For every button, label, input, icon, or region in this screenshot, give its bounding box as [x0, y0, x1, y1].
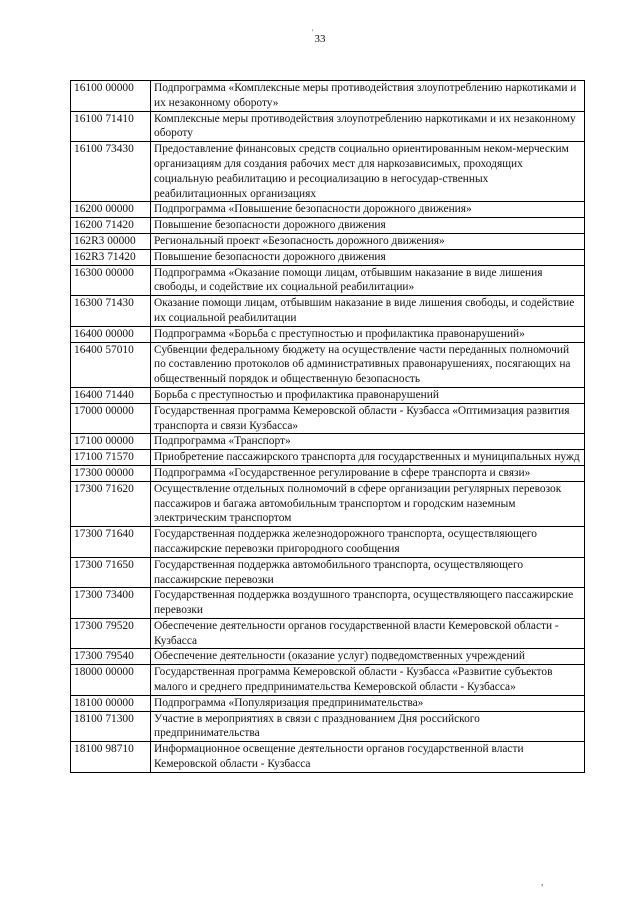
target-code-cell: 17300 79540: [71, 649, 151, 665]
target-code-cell: 18100 98710: [71, 742, 151, 773]
table-row: [71, 81, 585, 112]
target-code-cell: 16300 00000: [71, 265, 151, 296]
description-cell: Государственная поддержка воздушного транспорта, осуществляющего пассажирские перевозки: [151, 588, 585, 619]
description-cell: Подпрограмма «Повышение безопасности дорожного движения»: [151, 202, 585, 218]
target-code-cell: 16200 00000: [71, 202, 151, 218]
description-cell: Повышение безопасности дорожного движения: [151, 218, 585, 234]
description-cell: Приобретение пассажирского транспорта для государственных и муниципальных нужд: [151, 450, 585, 466]
description-cell: Государственная программа Кемеровской области - Кузбасса «Развитие субъектов малого и среднего предпринимательства Кемеровской области - Кузбасса»: [151, 665, 585, 696]
description-cell: Государственная программа Кемеровской области - Кузбасса «Оптимизация развития транспорта и связи Кузбасса»: [151, 403, 585, 434]
target-code-cell: 162R3 00000: [71, 233, 151, 249]
target-code-cell: 16400 71440: [71, 387, 151, 403]
table-row: [71, 342, 585, 387]
description-cell: Региональный проект «Безопасность дорожного движения»: [151, 233, 585, 249]
budget-classification-table: [70, 80, 585, 773]
table-row: [71, 557, 585, 588]
description-cell: Государственная поддержка железнодорожного транспорта, осуществляющего пассажирские перевозки пригородного сообщения: [151, 527, 585, 558]
table-row: [71, 265, 585, 296]
description-cell: Повышение безопасности дорожного движения: [151, 249, 585, 265]
target-code-cell: 18100 00000: [71, 695, 151, 711]
description-cell: Обеспечение деятельности органов государственной власти Кемеровской области - Кузбасса: [151, 618, 585, 649]
table-row: [71, 527, 585, 558]
description-cell: Информационное освещение деятельности органов государственной власти Кемеровской области - Кузбасса: [151, 742, 585, 773]
description-cell: Подпрограмма «Популяризация предпринимательства»: [151, 695, 585, 711]
target-code-cell: 16400 57010: [71, 342, 151, 387]
target-code-cell: 16100 71410: [71, 111, 151, 142]
description-cell: Обеспечение деятельности (оказание услуг) подведомственных учреждений: [151, 649, 585, 665]
target-code-cell: 17300 71640: [71, 527, 151, 558]
table-row: [71, 249, 585, 265]
table-row: [71, 403, 585, 434]
description-cell: Подпрограмма «Комплексные меры противодействия злоупотреблению наркотиками и их незаконному обороту»: [151, 81, 585, 112]
target-code-cell: 17000 00000: [71, 403, 151, 434]
table-body: [71, 81, 585, 773]
description-cell: Подпрограмма «Государственное регулирование в сфере транспорта и связи»: [151, 465, 585, 481]
description-cell: Борьба с преступностью и профилактика правонарушений: [151, 387, 585, 403]
target-code-cell: 17300 00000: [71, 465, 151, 481]
table-row: [71, 481, 585, 526]
table-row: [71, 387, 585, 403]
description-cell: Субвенции федеральному бюджету на осуществление части переданных полномочий по составлению протоколов об административных правонарушениях, посягающих на общественный порядок и общественную безопасность: [151, 342, 585, 387]
table-row: [71, 742, 585, 773]
target-code-cell: 18000 00000: [71, 665, 151, 696]
table-row: [71, 202, 585, 218]
description-cell: Оказание помощи лицам, отбывшим наказание в виде лишения свободы, и содействие их социальной реабилитации: [151, 296, 585, 327]
description-cell: Участие в мероприятиях в связи с празднованием Дня российского предпринимательства: [151, 711, 585, 742]
target-code-cell: 16300 71430: [71, 296, 151, 327]
target-code-cell: 17100 71570: [71, 450, 151, 466]
page-number: 33: [314, 33, 326, 45]
target-code-cell: 17300 73400: [71, 588, 151, 619]
description-cell: Комплексные меры противодействия злоупотреблению наркотиками и их незаконному обороту: [151, 111, 585, 142]
table-row: [71, 218, 585, 234]
description-cell: Подпрограмма «Оказание помощи лицам, отбывшим наказание в виде лишения свободы, и содействие их социальной реабилитации»: [151, 265, 585, 296]
table-row: [71, 649, 585, 665]
scan-mark-top: ': [312, 28, 314, 37]
table-row: [71, 434, 585, 450]
table-row: [71, 665, 585, 696]
target-code-cell: 17300 71650: [71, 557, 151, 588]
target-code-cell: 16100 73430: [71, 142, 151, 202]
target-code-cell: 16200 71420: [71, 218, 151, 234]
description-cell: Государственная поддержка автомобильного транспорта, осуществляющего пассажирские перевозки: [151, 557, 585, 588]
target-code-cell: 16100 00000: [71, 81, 151, 112]
description-cell: Предоставление финансовых средств социально ориентированным неком-мерческим организациям для создания рабочих мест для наркозависимых, проходящих социальную реабилитацию и ресоциализацию в негосудар-ственных реабилитационных организациях: [151, 142, 585, 202]
description-cell: Подпрограмма «Борьба с преступностью и профилактика правонарушений»: [151, 326, 585, 342]
table-row: [71, 695, 585, 711]
description-cell: Подпрограмма «Транспорт»: [151, 434, 585, 450]
target-code-cell: 16400 00000: [71, 326, 151, 342]
table-row: [71, 450, 585, 466]
table-row: [71, 618, 585, 649]
table-row: [71, 711, 585, 742]
target-code-cell: 18100 71300: [71, 711, 151, 742]
target-code-cell: 17300 79520: [71, 618, 151, 649]
table-row: [71, 465, 585, 481]
table-row: [71, 588, 585, 619]
table-row: [71, 142, 585, 202]
description-cell: Осуществление отдельных полномочий в сфере организации регулярных перевозок пассажиров и багажа автомобильным транспортом и городским наземным электрическим транспортом: [151, 481, 585, 526]
table-row: [71, 326, 585, 342]
table-row: [71, 111, 585, 142]
table-row: [71, 233, 585, 249]
target-code-cell: 17100 00000: [71, 434, 151, 450]
target-code-cell: 17300 71620: [71, 481, 151, 526]
table-row: [71, 296, 585, 327]
scan-mark-bottom: ,: [541, 877, 544, 887]
target-code-cell: 162R3 71420: [71, 249, 151, 265]
